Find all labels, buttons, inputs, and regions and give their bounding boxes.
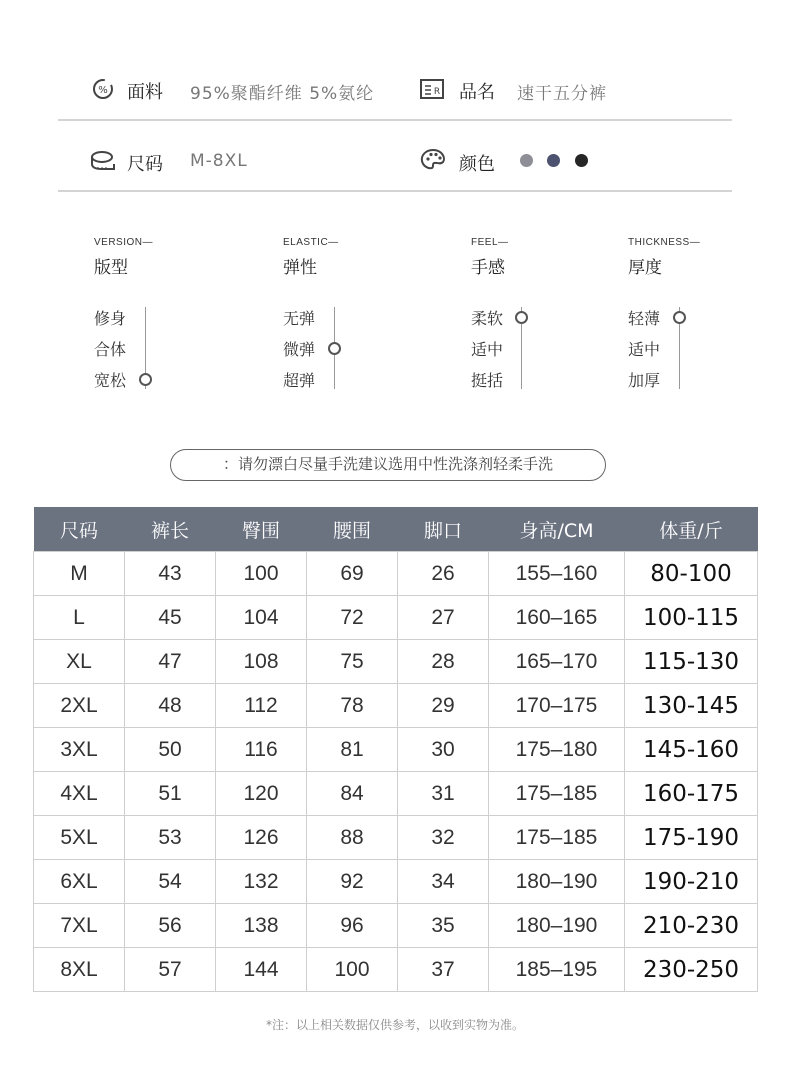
table-cell: 175–185 xyxy=(489,772,625,816)
table-cell: 112 xyxy=(216,684,307,728)
table-cell: 175–180 xyxy=(489,728,625,772)
table-cell: 56 xyxy=(125,904,216,948)
table-cell: 104 xyxy=(216,596,307,640)
table-cell: 88 xyxy=(307,816,398,860)
percent-circle-icon xyxy=(92,78,114,104)
table-cell: 115-130 xyxy=(625,640,758,684)
attr-cn-label: 手感 xyxy=(471,258,505,278)
table-header-cell: 体重/斤 xyxy=(625,507,758,552)
table-cell: 72 xyxy=(307,596,398,640)
svg-text:R: R xyxy=(433,87,441,97)
table-row xyxy=(34,728,758,772)
table-cell: 7XL xyxy=(34,904,125,948)
table-cell: M xyxy=(34,552,125,596)
attr-en-label: THICKNESS— xyxy=(628,237,701,248)
table-cell: 120 xyxy=(216,772,307,816)
table-cell: 130-145 xyxy=(625,684,758,728)
color-swatch-gray[interactable] xyxy=(520,154,533,167)
attr-selected-marker xyxy=(673,311,686,324)
table-header-cell: 尺码 xyxy=(34,507,125,552)
table-cell: 138 xyxy=(216,904,307,948)
table-cell: XL xyxy=(34,640,125,684)
attr-selected-marker xyxy=(139,373,152,386)
table-cell: 28 xyxy=(398,640,489,684)
table-cell: 100 xyxy=(216,552,307,596)
table-cell: 144 xyxy=(216,948,307,992)
attr-level-label: 挺括 xyxy=(471,371,504,390)
table-cell: L xyxy=(34,596,125,640)
table-cell: 37 xyxy=(398,948,489,992)
table-cell: 116 xyxy=(216,728,307,772)
table-cell: 180–190 xyxy=(489,860,625,904)
color-swatch-navy[interactable] xyxy=(547,154,560,167)
table-cell: 132 xyxy=(216,860,307,904)
table-cell: 165–170 xyxy=(489,640,625,684)
table-cell: 81 xyxy=(307,728,398,772)
table-cell: 47 xyxy=(125,640,216,684)
table-cell: 170–175 xyxy=(489,684,625,728)
table-cell: 210-230 xyxy=(625,904,758,948)
table-header-cell: 裤长 xyxy=(125,507,216,552)
table-row xyxy=(34,640,758,684)
table-body xyxy=(34,552,758,992)
tape-measure-icon xyxy=(90,150,116,176)
table-cell: 100 xyxy=(307,948,398,992)
attr-selected-marker xyxy=(515,311,528,324)
table-cell: 180–190 xyxy=(489,904,625,948)
table-cell: 54 xyxy=(125,860,216,904)
table-row xyxy=(34,772,758,816)
attr-level-label: 微弹 xyxy=(283,340,316,359)
attr-level-label: 适中 xyxy=(628,340,661,359)
table-row xyxy=(34,860,758,904)
attr-level-label: 超弹 xyxy=(283,371,316,390)
table-header-row xyxy=(34,507,758,552)
table-cell: 45 xyxy=(125,596,216,640)
attr-level-label: 轻薄 xyxy=(628,309,661,328)
attr-cn-label: 厚度 xyxy=(628,258,662,278)
footnote: *注：以上相关数据仅供参考，以收到实物为准。 xyxy=(265,1018,524,1032)
attr-en-label: ELASTIC— xyxy=(283,237,339,248)
table-cell: 29 xyxy=(398,684,489,728)
table-cell: 230-250 xyxy=(625,948,758,992)
attr-cn-label: 弹性 xyxy=(283,258,317,278)
table-header-cell: 脚口 xyxy=(398,507,489,552)
divider xyxy=(58,119,732,121)
table-cell: 6XL xyxy=(34,860,125,904)
table-cell: 2XL xyxy=(34,684,125,728)
size-value: M-8XL xyxy=(190,151,248,171)
attr-level-label: 合体 xyxy=(94,340,127,359)
table-cell: 160-175 xyxy=(625,772,758,816)
material-label: 面料 xyxy=(127,82,163,103)
attr-en-label: VERSION— xyxy=(94,237,154,248)
size-label: 尺码 xyxy=(127,154,163,175)
table-row xyxy=(34,684,758,728)
attr-level-label: 柔软 xyxy=(471,309,504,328)
table-cell: 75 xyxy=(307,640,398,684)
table-header-cell: 腰围 xyxy=(307,507,398,552)
table-cell: 48 xyxy=(125,684,216,728)
attr-cn-label: 版型 xyxy=(94,258,128,278)
table-cell: 34 xyxy=(398,860,489,904)
table-cell: 50 xyxy=(125,728,216,772)
table-cell: 175-190 xyxy=(625,816,758,860)
table-cell: 43 xyxy=(125,552,216,596)
table-cell: 92 xyxy=(307,860,398,904)
attr-level-label: 适中 xyxy=(471,340,504,359)
table-cell: 126 xyxy=(216,816,307,860)
table-row xyxy=(34,816,758,860)
table-header-cell: 身高/CM xyxy=(489,507,625,552)
table-cell: 160–165 xyxy=(489,596,625,640)
product-name-label: 品名 xyxy=(459,82,495,103)
material-value: 95%聚酯纤维 5%氨纶 xyxy=(190,84,375,104)
table-cell: 100-115 xyxy=(625,596,758,640)
attr-selected-marker xyxy=(328,342,341,355)
table-row xyxy=(34,948,758,992)
table-cell: 51 xyxy=(125,772,216,816)
attr-level-label: 宽松 xyxy=(94,371,127,390)
tag-card-icon xyxy=(420,79,444,103)
svg-text:%: % xyxy=(98,85,108,96)
table-cell: 31 xyxy=(398,772,489,816)
table-cell: 35 xyxy=(398,904,489,948)
table-cell: 145-160 xyxy=(625,728,758,772)
table-cell: 5XL xyxy=(34,816,125,860)
table-cell: 4XL xyxy=(34,772,125,816)
table-cell: 27 xyxy=(398,596,489,640)
attr-level-label: 修身 xyxy=(94,309,127,328)
table-cell: 78 xyxy=(307,684,398,728)
table-cell: 175–185 xyxy=(489,816,625,860)
attr-level-label: 无弹 xyxy=(283,309,316,328)
divider xyxy=(58,190,732,192)
attr-level-label: 加厚 xyxy=(628,371,661,390)
table-row xyxy=(34,552,758,596)
table-cell: 53 xyxy=(125,816,216,860)
table-cell: 155–160 xyxy=(489,552,625,596)
table-cell: 32 xyxy=(398,816,489,860)
product-name-value: 速干五分裤 xyxy=(517,84,607,104)
table-row xyxy=(34,596,758,640)
table-cell: 26 xyxy=(398,552,489,596)
table-cell: 69 xyxy=(307,552,398,596)
table-cell: 8XL xyxy=(34,948,125,992)
table-cell: 57 xyxy=(125,948,216,992)
care-note: ：请勿漂白尽量手洗建议选用中性洗涤剂轻柔手洗 xyxy=(170,449,606,481)
table-cell: 185–195 xyxy=(489,948,625,992)
table-cell: 96 xyxy=(307,904,398,948)
table-cell: 84 xyxy=(307,772,398,816)
table-row xyxy=(34,904,758,948)
table-cell: 80-100 xyxy=(625,552,758,596)
attr-en-label: FEEL— xyxy=(471,237,509,248)
table-cell: 3XL xyxy=(34,728,125,772)
table-header-cell: 臀围 xyxy=(216,507,307,552)
table-cell: 30 xyxy=(398,728,489,772)
size-table xyxy=(33,507,758,992)
table-cell: 190-210 xyxy=(625,860,758,904)
table-cell: 108 xyxy=(216,640,307,684)
color-label: 颜色 xyxy=(459,154,495,175)
palette-icon xyxy=(420,148,446,176)
color-swatch-black[interactable] xyxy=(575,154,588,167)
